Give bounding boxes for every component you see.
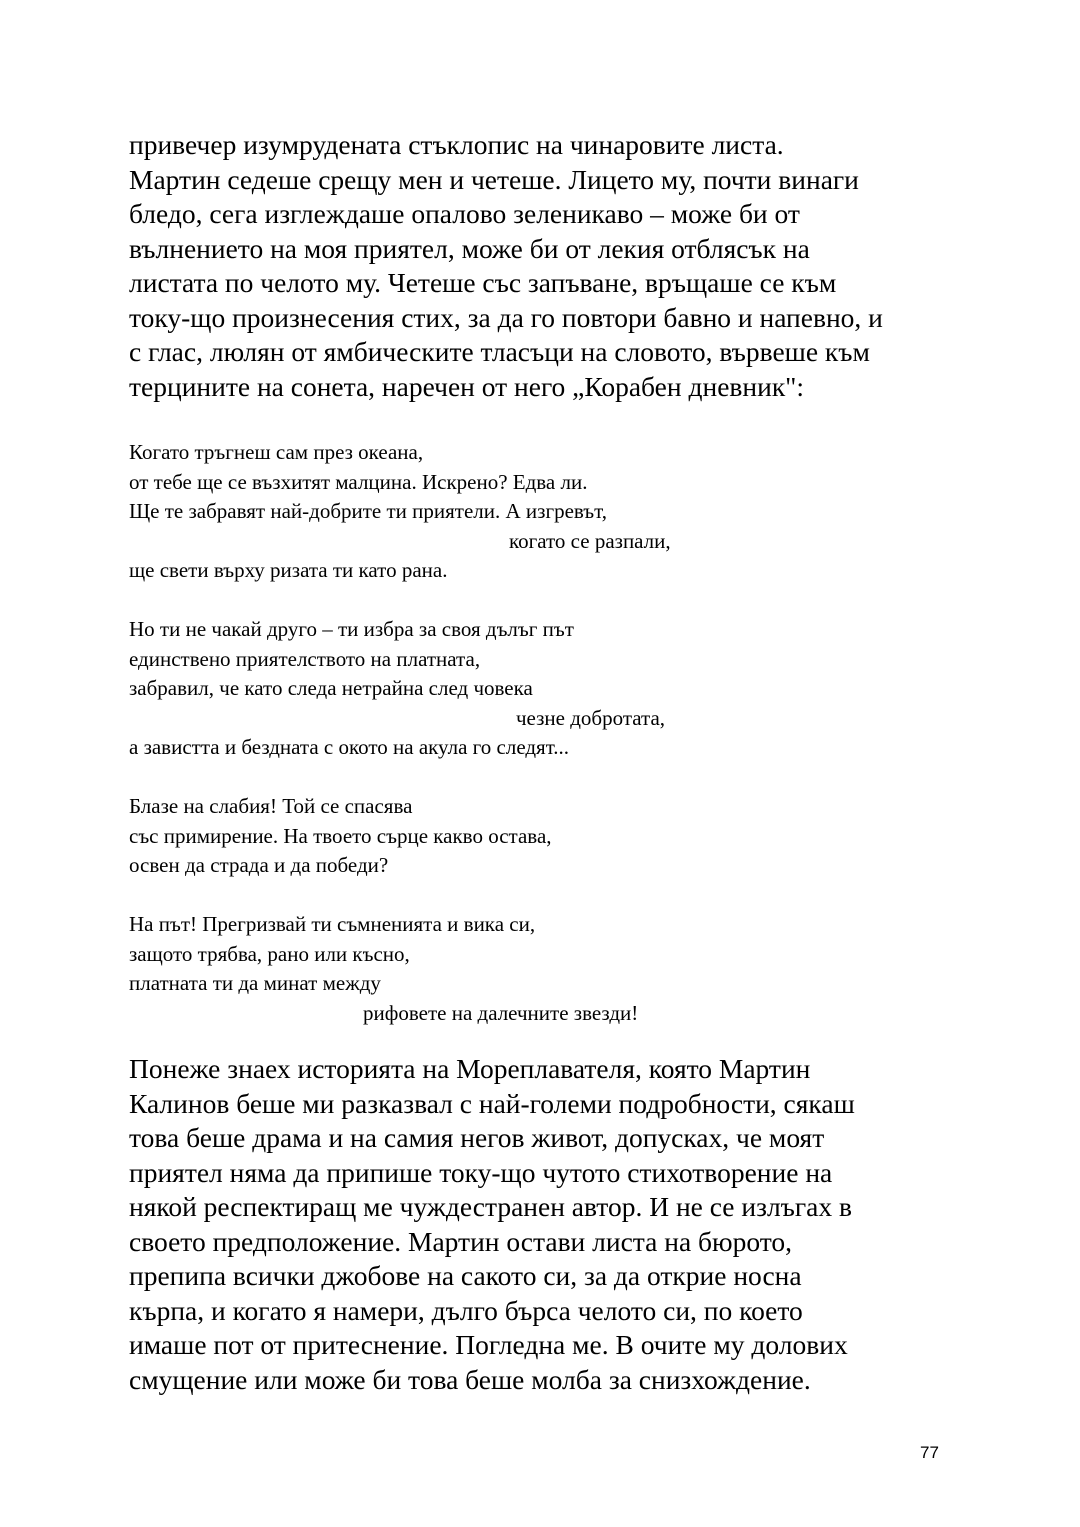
poem-sonnet: [129, 438, 829, 1028]
prose-line: кърпа, и когато я намери, дълго бърса челото си, по което: [129, 1294, 803, 1326]
page-number: 77: [920, 1443, 939, 1462]
prose-line: това беше драма и на самия негов живот, допусках, че моят: [129, 1122, 825, 1153]
poem-verse: освен да страда и да победи?: [129, 853, 389, 877]
poem-verse: На път! Прегризвай ти съмненията и вика си,: [129, 912, 536, 936]
poem-verse: а завистта и бездната с окото на акула го следят...: [129, 735, 570, 759]
prose-line: своето предположение. Мартин остави листа на бюрото,: [129, 1225, 792, 1257]
prose-line: терцините на сонета, наречен от него „Корабен дневник":: [129, 370, 805, 402]
prose-line: смущение или може би това беше молба за снизхождение.: [129, 1363, 811, 1395]
poem-verse: единствено приятелството на платната,: [129, 646, 481, 671]
poem-verse: Когато тръгнеш сам през океана,: [129, 440, 424, 464]
poem-verse: Но ти не чакай друго – ти избра за своя дълъг път: [129, 617, 574, 641]
prose-line: приятел няма да припише току-що чутото стихотворение на: [129, 1156, 833, 1188]
poem-verse: платната ти да минат между: [129, 971, 381, 995]
prose-line: бледо, сега изглеждаше опалово зеленикаво – може би от: [129, 198, 800, 229]
poem-verse: забравил, че като следа нетрайна след човека: [129, 676, 533, 700]
poem-verse-indented: когато се разпали,: [509, 528, 671, 553]
poem-stanza-4: [129, 910, 829, 1028]
prose-line: току-що произнесения стих, за да го повтори бавно и напевно, и: [129, 301, 883, 333]
prose-line: Мартин седеше срещу мен и четеше. Лицето му, почти винаги: [129, 163, 859, 195]
poem-verse: защото трябва, рано или късно,: [129, 941, 410, 966]
poem-verse: Блазе на слабия! Той се спасява: [129, 794, 413, 818]
poem-stanza-1: [129, 438, 829, 586]
poem-stanza-3: [129, 792, 829, 881]
prose-line: с глас, люлян от ямбическите тласъци на словото, вървеше към: [129, 336, 870, 367]
prose-line: привечер изумрудената стъклопис на чинаровите листа.: [129, 129, 784, 160]
prose-line: препипа всички джобове на сакото си, за да открие носна: [129, 1260, 802, 1291]
poem-verse-indented: рифовете на далечните звезди!: [363, 1000, 639, 1025]
poem-verse: от тебе ще се възхитят малцина. Искрено? Едва ли.: [129, 469, 588, 494]
poem-verse: със примирение. На твоето сърце какво остава,: [129, 823, 552, 848]
prose-line: вълнението на моя приятел, може би от лекия отблясък на: [129, 232, 810, 264]
poem-verse: Ще те забравят най-добрите ти приятели. А изгревът,: [129, 499, 607, 523]
prose-paragraph-top: [129, 128, 1009, 404]
prose-line: имаше пот от притеснение. Погледна ме. В очите му долових: [129, 1329, 848, 1360]
prose-line: Калинов беше ми разказвал с най-големи подробности, сякаш: [129, 1087, 855, 1119]
poem-stanza-2: [129, 615, 829, 763]
poem-verse-indented: чезне добротата,: [516, 705, 666, 730]
poem-verse: ще свети върху ризата ти като рана.: [129, 558, 448, 582]
prose-paragraph-bottom: [129, 1052, 1009, 1397]
prose-line: някой респектиращ ме чуждестранен автор. И не се излъгах в: [129, 1191, 852, 1222]
prose-line: Понеже знаех историята на Мореплавателя, която Мартин: [129, 1053, 811, 1084]
prose-line: листата по челото му. Четеше със запъване, връщаше се към: [129, 267, 837, 298]
